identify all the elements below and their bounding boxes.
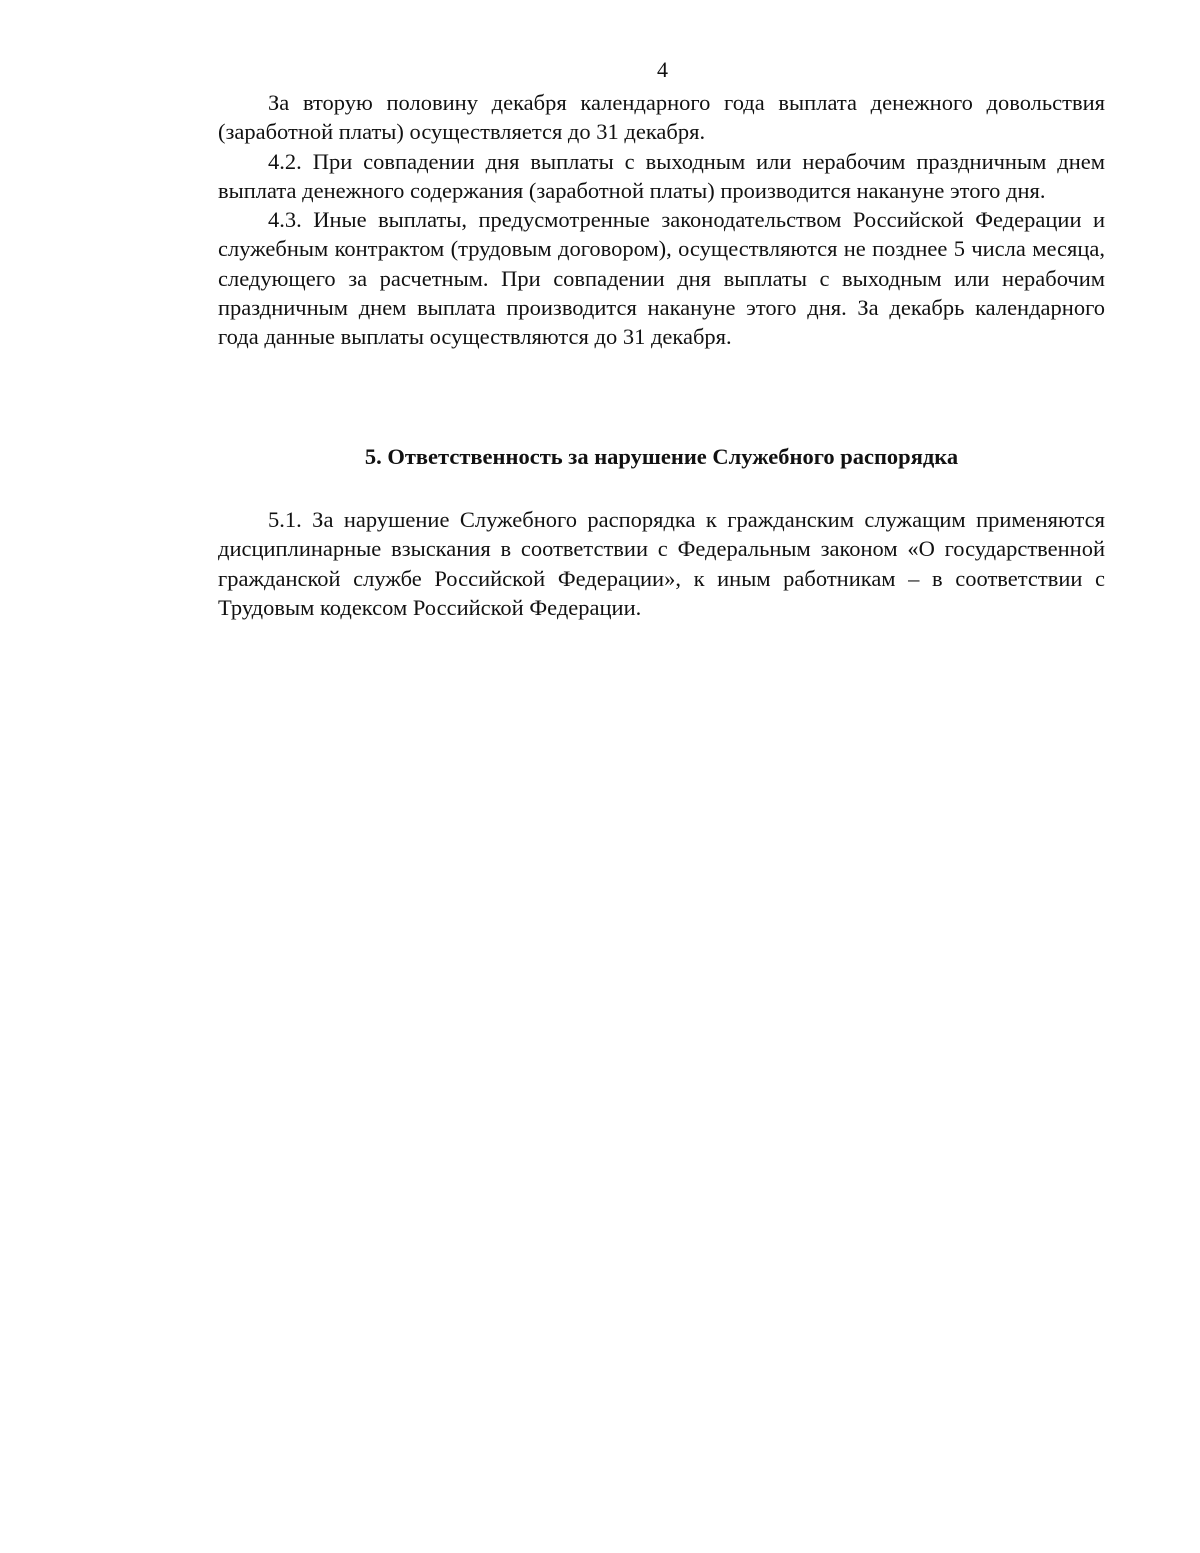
section-4-continuation [218, 88, 1105, 352]
paragraph-5-1: 5.1. За нарушение Служебного распорядка к гражданским служащим применяются дисциплинарные взыскания в соответствии с Федеральным законом «О государственной гражданской службе Российской Федерации», к иным работникам – в соответствии с Трудовым кодексом Российской Федерации. [218, 507, 1105, 620]
paragraph-december-payment: За вторую половину декабря календарного года выплата денежного довольствия (заработной платы) осуществляется до 31 декабря. [218, 90, 1105, 145]
section-5-heading: 5. Ответственность за нарушение Служебного распорядка [364, 444, 959, 469]
paragraph-4-3: 4.3. Иные выплаты, предусмотренные законодательством Российской Федерации и служебным контрактом (трудовым договором), осуществляются не позднее 5 числа месяца, следующего за расчетным. При совпадении дня выплаты с выходным или нерабочим праздничным днем выплата производится накануне этого дня. За декабрь календарного года данные выплаты осуществляются до 31 декабря. [218, 207, 1105, 350]
page-number: 4 [657, 57, 668, 82]
section-5-body [218, 505, 1105, 622]
paragraph-4-2: 4.2. При совпадении дня выплаты с выходным или нерабочим праздничным днем выплата денежного содержания (заработной платы) производится накануне этого дня. [218, 148, 1105, 203]
